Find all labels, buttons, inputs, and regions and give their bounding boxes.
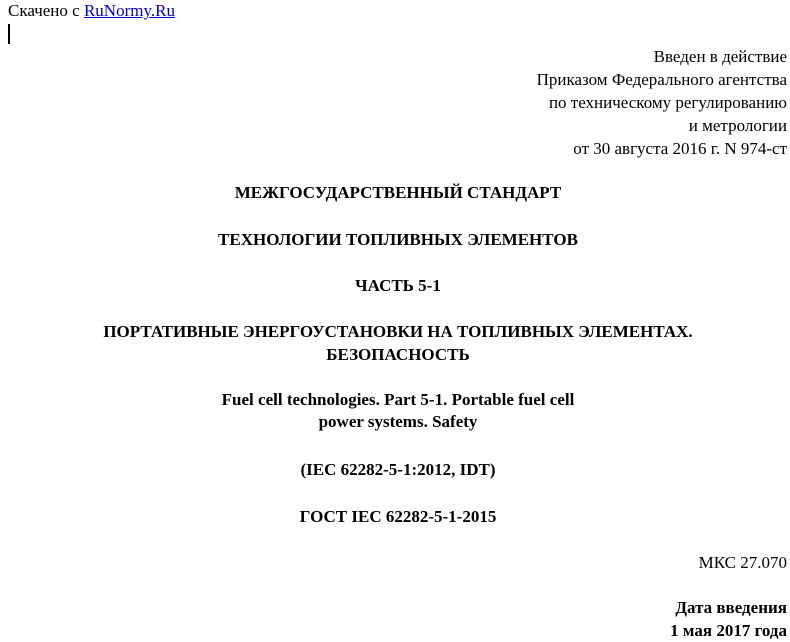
- introduction-date-label: Дата введения: [675, 598, 787, 617]
- standard-title: ТЕХНОЛОГИИ ТОПЛИВНЫХ ЭЛЕМЕНТОВ: [218, 230, 578, 249]
- standard-part: ЧАСТЬ 5-1: [355, 276, 441, 295]
- english-title: [0, 389, 790, 433]
- standard-subtitle: [0, 320, 790, 366]
- english-title-line: power systems. Safety: [318, 412, 478, 431]
- approval-line: и метрологии: [688, 116, 787, 135]
- introduction-date-block: [670, 596, 787, 642]
- subtitle-line: БЕЗОПАСНОСТЬ: [326, 345, 470, 364]
- gost-number: ГОСТ IEC 62282-5-1-2015: [299, 507, 497, 526]
- subtitle-line: ПОРТАТИВНЫЕ ЭНЕРГОУСТАНОВКИ НА ТОПЛИВНЫХ ЭЛЕМЕНТАХ.: [103, 322, 693, 341]
- english-title-line: Fuel cell technologies. Part 5-1. Portable fuel cell: [221, 390, 575, 409]
- source-prefix: Скачено с: [8, 1, 84, 20]
- introduction-date-value: 1 мая 2017 года: [670, 621, 787, 640]
- approval-line: Приказом Федерального агентства: [536, 70, 787, 89]
- text-cursor: [8, 24, 10, 44]
- source-line: [8, 1, 175, 21]
- mks-code: МКС 27.070: [698, 553, 787, 572]
- source-link[interactable]: RuNormy.Ru: [83, 1, 175, 20]
- approval-line: по техническому регулированию: [548, 93, 787, 112]
- approval-line: Введен в действие: [653, 47, 787, 66]
- approval-line: от 30 августа 2016 г. N 974-ст: [573, 139, 787, 158]
- iec-reference: (IEC 62282-5-1:2012, IDT): [300, 460, 496, 479]
- standard-type: МЕЖГОСУДАРСТВЕННЫЙ СТАНДАРТ: [234, 183, 562, 202]
- approval-block: [387, 45, 787, 160]
